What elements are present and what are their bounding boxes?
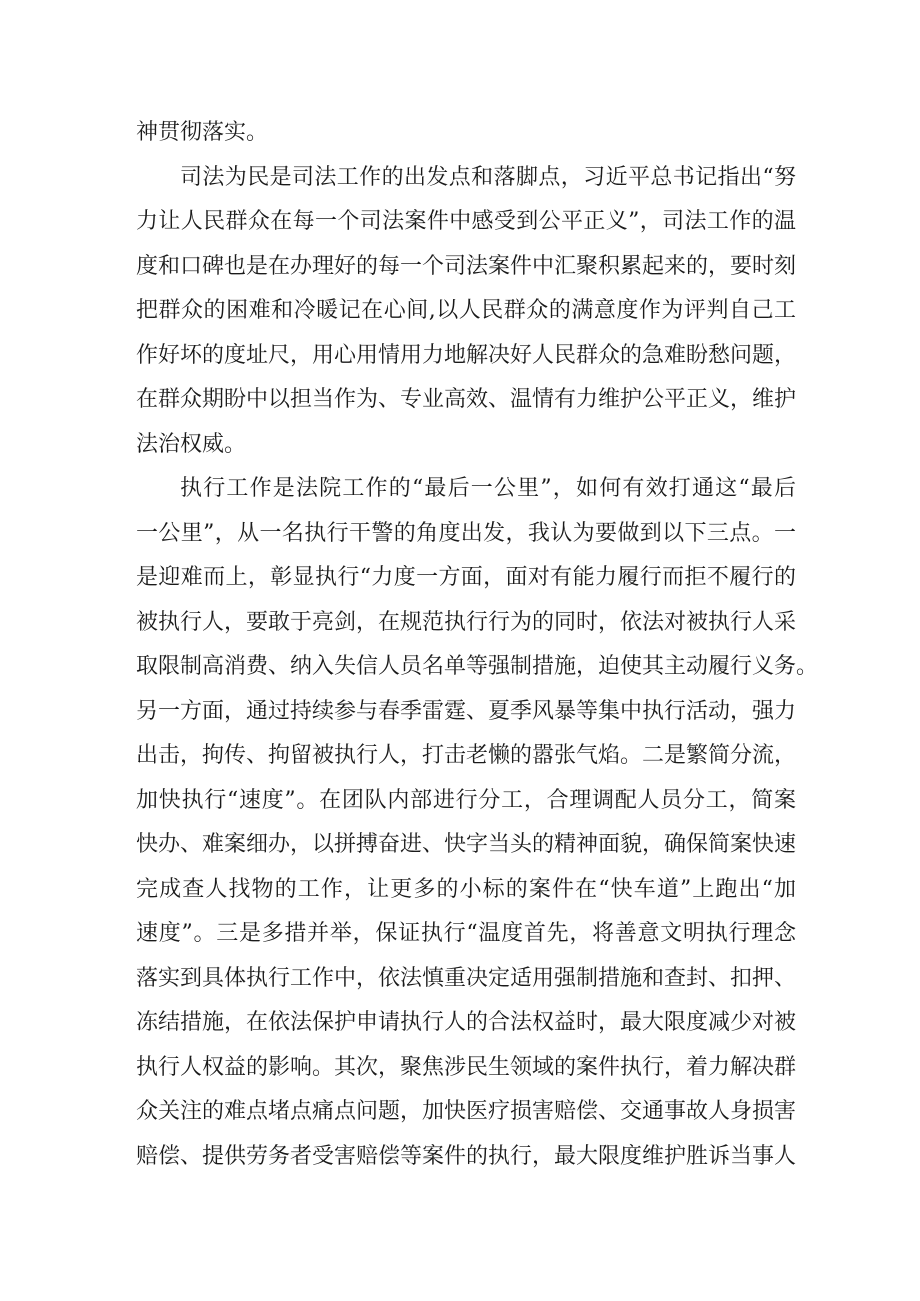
text-line: 出击，拘传、拘留被执行人，打击老懒的嚣张气焰。二是繁简分流， [136,743,797,768]
text-line: 众关注的难点堵点痛点问题，加快医疗损害赔偿、交通事故人身损害 [136,1099,797,1124]
text-line: 把群众的困难和冷暖记在心间,以人民群众的满意度作为评判自己工 [136,298,796,323]
text-line: 冻结措施，在依法保护申请执行人的合法权益时，最大限度减少对被 [136,1010,797,1035]
paragraph-first-line: 执行工作是法院工作的“最后一公里”，如何有效打通这“最后 [180,476,796,501]
text-line: 另一方面，通过持续参与春季雷霆、夏季风暴等集中执行活动，强力 [136,698,797,724]
text-line: 速度”。三是多措并举，保证执行“温度首先，将善意文明执行理念 [136,921,796,946]
text-line: 作好坏的度址尺，用心用情用力地解决好人民群众的急难盼愁问题， [136,342,797,368]
text-line: 快办、难案细办，以拼搏奋进、快字当头的精神面貌，确保简案快速 [136,832,797,857]
text-line: 神贯彻落实。 [136,120,269,145]
paragraph-first-line: 司法为民是司法工作的出发点和落脚点，习近平总书记指出“努 [180,164,796,190]
text-line: 落实到具体执行工作中，依法慎重决定适用强制措施和查封、扣押、 [136,965,797,991]
text-line: 是迎难而上，彰显执行“力度一方面，面对有能力履行而拒不履行的 [136,565,796,590]
text-line: 度和口碑也是在办理好的每一个司法案件中汇聚积累起来的，要时刻 [136,253,797,279]
text-line: 加快执行“速度”。在团队内部进行分工，合理调配人员分工，简案 [136,787,796,813]
body-text [136,111,819,1179]
text-line: 赔偿、提供劳务者受害赔偿等案件的执行，最大限度维护胜诉当事人 [136,1143,797,1169]
text-line: 被执行人，要敢于亮剑，在规范执行行为的同时，依法对被执行人采 [136,609,797,635]
text-line: 执行人权益的影响。其次，聚焦涉民生领域的案件执行，着力解决群 [136,1054,797,1080]
text-line: 取限制高消费、纳入失信人员名单等强制措施，迫使其主动履行义务。 [136,654,819,679]
text-line: 法治权威。 [136,431,247,457]
text-line: 力让人民群众在每一个司法案件中感受到公平正义”，司法工作的温 [136,209,796,234]
text-line: 一公里”，从一名执行干警的角度出发，我认为要做到以下三点。一 [136,520,796,546]
text-line: 完成查人找物的工作，让更多的小标的案件在“快车道”上跑出“加 [136,876,796,902]
text-line: 在群众期盼中以担当作为、专业高效、温情有力维护公平正义，维护 [136,387,797,412]
